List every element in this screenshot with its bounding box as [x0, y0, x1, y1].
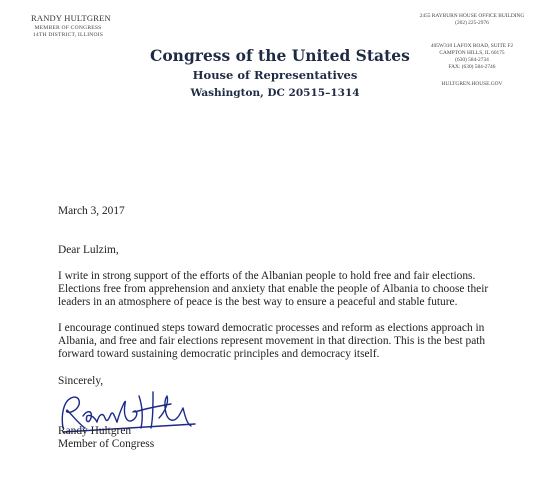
- dc-office-address: 2455 RAYBURN HOUSE OFFICE BUILDING: [419, 13, 525, 19]
- paragraph-1-line-1: I write in strong support of the efforts of the Albanian people to hold free and fair elections.: [58, 270, 476, 282]
- salutation: Dear Lulzim,: [58, 244, 119, 256]
- signature-name: Randy Hultgren: [58, 425, 132, 437]
- district-office-phone: (630) 584-2734: [455, 57, 489, 63]
- city-heading: Washington, DC 20515–1314: [190, 87, 360, 99]
- paragraph-2-line-1: I encourage continued steps toward democratic processes and reform as elections approach in: [58, 322, 485, 334]
- member-title: MEMBER OF CONGRESS: [34, 25, 102, 31]
- member-name: RANDY HULTGREN: [31, 13, 111, 23]
- paragraph-2-line-3: forward toward sustaining democratic principles and democracy itself.: [58, 348, 380, 360]
- paragraph-2-line-2: Albania, and free and fair elections represent movement in that direction. This is the best path: [58, 335, 486, 347]
- dc-office-phone: (202) 225-2976: [455, 20, 489, 26]
- district-office-fax: FAX: (630) 584-2746: [448, 64, 496, 70]
- signature-title: Member of Congress: [58, 438, 155, 450]
- congress-heading: Congress of the United States: [150, 46, 410, 65]
- website: HULTGREN.HOUSE.GOV: [441, 81, 503, 87]
- letter-date: March 3, 2017: [58, 205, 125, 217]
- paragraph-1-line-3: leaders in an atmosphere of peace is the best way to ensure a peaceful and stable future.: [58, 296, 458, 308]
- house-heading: House of Representatives: [192, 68, 358, 82]
- paragraph-1-line-2: Elections free from apprehension and anxiety that enable the people of Albania to choose their: [58, 283, 489, 295]
- district-office-city: CAMPTON HILLS, IL 60175: [439, 50, 505, 56]
- district: 14TH DISTRICT, ILLINOIS: [32, 32, 104, 38]
- closing: Sincerely,: [58, 375, 104, 387]
- district-office-street: 405W310 LAFOX ROAD, SUITE F2: [430, 43, 514, 49]
